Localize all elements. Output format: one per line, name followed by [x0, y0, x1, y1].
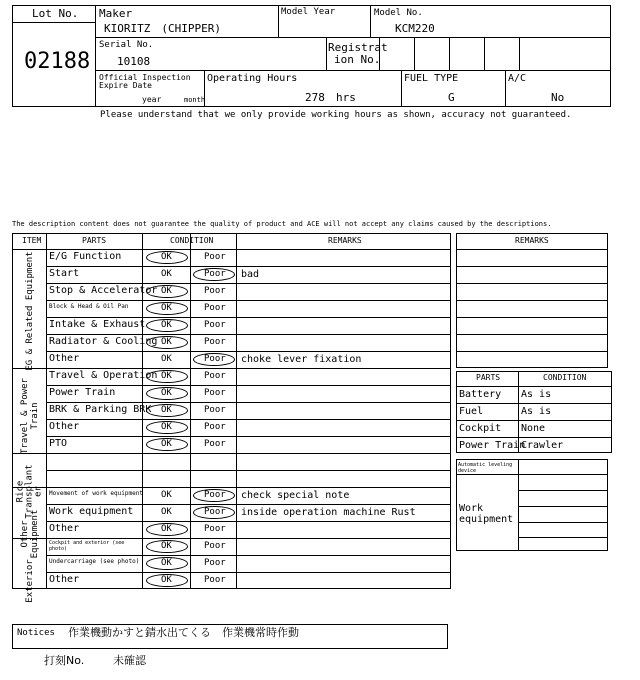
- hours-notice: Please understand that we only provide working hours as shown, accuracy not guaranteed.: [100, 110, 572, 120]
- lot-label: Lot No.: [32, 7, 79, 20]
- table-line: [46, 419, 451, 420]
- part-label: Undercarriage (see photo): [49, 558, 140, 565]
- table-line: [456, 437, 612, 438]
- side-part-battery: Battery: [459, 389, 502, 400]
- table-line: [46, 521, 451, 522]
- table-line: [456, 386, 612, 387]
- condition-ok[interactable]: OK: [161, 490, 172, 500]
- work-equipment-label-2: equipment: [459, 514, 514, 525]
- side-condition-battery: As is: [521, 389, 552, 400]
- part-label: Other: [49, 574, 80, 585]
- hours-label: Operating Hours: [207, 73, 298, 84]
- table-line: [456, 266, 608, 267]
- side-part-power-train: Power Train: [459, 440, 526, 451]
- work-equipment-label-1: Work: [459, 503, 484, 514]
- table-line: [46, 266, 451, 267]
- hours-value: 278: [305, 91, 325, 104]
- ac-value: No: [551, 91, 565, 104]
- inspection-label-2: Expire Date: [99, 81, 152, 90]
- selected-condition-oval: [146, 387, 188, 400]
- condition-poor[interactable]: Poor: [204, 575, 226, 585]
- selected-condition-oval: [146, 404, 188, 417]
- condition-ok[interactable]: OK: [161, 303, 172, 313]
- part-label: Intake & Exhaust: [49, 319, 146, 330]
- table-line: [46, 436, 451, 437]
- table-line: [190, 233, 191, 589]
- month-label: month: [184, 96, 206, 104]
- table-line: [46, 555, 451, 556]
- condition-poor[interactable]: Poor: [204, 371, 226, 381]
- table-line: [456, 420, 612, 421]
- table-line: [456, 351, 608, 352]
- notices-label: Notices: [17, 628, 55, 638]
- selected-condition-oval: [193, 268, 235, 281]
- table-line: [46, 317, 451, 318]
- table-line: [46, 572, 451, 573]
- ac-label: A/C: [508, 73, 527, 84]
- condition-poor[interactable]: Poor: [204, 354, 226, 364]
- part-label: Cockpit and exterior (see photo): [49, 540, 125, 552]
- auto-leveling-label: Automatic leveling device: [458, 462, 513, 474]
- condition-ok[interactable]: OK: [161, 405, 172, 415]
- selected-condition-oval: [146, 285, 188, 298]
- table-line: [518, 490, 608, 491]
- side-condition-cockpit: None: [521, 423, 546, 434]
- stamp-label: 打刻No.: [44, 654, 85, 667]
- condition-ok[interactable]: OK: [161, 524, 172, 534]
- remark-text: bad: [241, 269, 260, 280]
- selected-condition-oval: [146, 574, 188, 587]
- table-line: [46, 385, 451, 386]
- table-line: [456, 283, 608, 284]
- remark-text: check special note: [241, 490, 350, 501]
- condition-ok[interactable]: OK: [161, 269, 172, 279]
- part-label: E/G Function: [49, 251, 122, 262]
- selected-condition-oval: [193, 353, 235, 366]
- selected-condition-oval: [146, 302, 188, 315]
- model-no-label: Model No.: [374, 8, 423, 18]
- selected-condition-oval: [146, 370, 188, 383]
- header-remarks-right: REMARKS: [515, 236, 549, 245]
- table-line: [46, 470, 451, 471]
- table-line: [46, 402, 451, 403]
- table-line: [456, 300, 608, 301]
- condition-poor[interactable]: Poor: [204, 541, 226, 551]
- selected-condition-oval: [146, 251, 188, 264]
- maker-value: KIORITZ (CHIPPER): [104, 22, 221, 35]
- part-label: Start: [49, 268, 80, 279]
- condition-ok[interactable]: OK: [161, 575, 172, 585]
- table-line: [518, 506, 608, 507]
- condition-poor[interactable]: Poor: [204, 320, 226, 330]
- selected-condition-oval: [146, 336, 188, 349]
- condition-ok[interactable]: OK: [161, 286, 172, 296]
- part-label: Radiator & Cooling: [49, 336, 158, 347]
- part-label: Travel & Operation: [49, 370, 158, 381]
- hours-unit: hrs: [336, 91, 356, 104]
- condition-poor[interactable]: Poor: [204, 405, 226, 415]
- selected-condition-oval: [193, 506, 235, 519]
- remark-text: choke lever fixation: [241, 354, 362, 365]
- table-line: [46, 283, 451, 284]
- selected-condition-oval: [146, 319, 188, 332]
- part-label: Block & Head & Oil Pan: [49, 303, 129, 310]
- selected-condition-oval: [146, 557, 188, 570]
- registration-label-2: ion No.: [334, 53, 381, 66]
- lot-number: 02188: [24, 49, 91, 74]
- table-line: [518, 537, 608, 538]
- condition-ok[interactable]: OK: [161, 371, 172, 381]
- part-label: Work equipment: [49, 506, 134, 517]
- table-line: [12, 538, 451, 539]
- condition-ok[interactable]: OK: [161, 422, 172, 432]
- table-line: [46, 233, 47, 589]
- side-condition-label: CONDITION: [543, 373, 587, 382]
- table-line: [12, 249, 451, 250]
- table-line: [236, 233, 237, 589]
- table-line: [46, 334, 451, 335]
- table-line: [12, 453, 451, 454]
- group-label-eg: EG & Related Equipment: [25, 251, 35, 371]
- condition-ok[interactable]: OK: [161, 507, 172, 517]
- condition-poor[interactable]: Poor: [204, 490, 226, 500]
- part-label: Other: [49, 353, 80, 364]
- serial-value: 10108: [117, 55, 151, 68]
- condition-poor[interactable]: Poor: [204, 558, 226, 568]
- fuel-type-value: G: [448, 91, 455, 104]
- condition-ok[interactable]: OK: [161, 558, 172, 568]
- fuel-type-label: FUEL TYPE: [404, 73, 459, 84]
- part-label: Other: [49, 523, 80, 534]
- remark-text: inside operation machine Rust: [241, 507, 416, 518]
- part-label: Power Train: [49, 387, 116, 398]
- stamp-value: 未確認: [113, 654, 146, 667]
- table-line: [12, 368, 451, 369]
- condition-ok[interactable]: OK: [161, 388, 172, 398]
- group-label-rice: Rice Transplant er: [15, 464, 44, 519]
- part-label: Movement of work equipment: [49, 490, 143, 497]
- model-year-label: Model Year: [281, 7, 336, 17]
- selected-condition-oval: [146, 421, 188, 434]
- inspection-label-1: Official Inspection: [99, 73, 191, 82]
- table-line: [46, 504, 451, 505]
- group-label-other: Other Equipment: [20, 509, 40, 559]
- side-parts-label: PARTS: [476, 373, 501, 382]
- condition-poor[interactable]: Poor: [204, 252, 226, 262]
- header-remarks: REMARKS: [328, 236, 362, 245]
- table-line: [456, 334, 608, 335]
- side-part-fuel: Fuel: [459, 406, 484, 417]
- condition-ok[interactable]: OK: [161, 541, 172, 551]
- table-line: [456, 249, 608, 250]
- table-line: [456, 403, 612, 404]
- condition-poor[interactable]: Poor: [204, 507, 226, 517]
- maker-label: Maker: [99, 7, 133, 20]
- condition-ok[interactable]: OK: [161, 439, 172, 449]
- condition-ok[interactable]: OK: [161, 354, 172, 364]
- year-label: year: [142, 95, 162, 104]
- condition-poor[interactable]: Poor: [204, 388, 226, 398]
- side-condition-power-train: Crawler: [521, 440, 564, 451]
- selected-condition-oval: [146, 540, 188, 553]
- condition-ok[interactable]: OK: [161, 320, 172, 330]
- part-label: PTO: [49, 438, 68, 449]
- part-label: Stop & Accelerator: [49, 285, 158, 296]
- condition-poor[interactable]: Poor: [204, 439, 226, 449]
- selected-condition-oval: [146, 438, 188, 451]
- selected-condition-oval: [193, 489, 235, 502]
- table-line: [12, 487, 451, 488]
- condition-poor[interactable]: Poor: [204, 303, 226, 313]
- disclaimer: The description content does not guarantee the quality of product and ACE will not accept any claims caused by the descriptions.: [12, 220, 552, 228]
- notices-value: 作業機動かすと錆水出てくる 作業機常時作動: [68, 626, 299, 639]
- side-condition-fuel: As is: [521, 406, 552, 417]
- side-part-cockpit: Cockpit: [459, 423, 502, 434]
- condition-poor[interactable]: Poor: [204, 422, 226, 432]
- condition-poor[interactable]: Poor: [204, 269, 226, 279]
- part-label: BRK & Parking BRK: [49, 404, 152, 415]
- table-line: [456, 317, 608, 318]
- group-label-exterior: Exterior: [25, 559, 35, 603]
- condition-poor[interactable]: Poor: [204, 524, 226, 534]
- condition-ok[interactable]: OK: [161, 252, 172, 262]
- condition-poor[interactable]: Poor: [204, 337, 226, 347]
- header-item: ITEM: [22, 236, 42, 245]
- condition-ok[interactable]: OK: [161, 337, 172, 347]
- table-line: [46, 351, 451, 352]
- part-label: Other: [49, 421, 80, 432]
- header-condition: CONDITION: [170, 236, 214, 245]
- condition-poor[interactable]: Poor: [204, 286, 226, 296]
- table-line: [456, 474, 518, 475]
- table-line: [46, 300, 451, 301]
- model-no-value: KCM220: [395, 22, 435, 35]
- header-parts: PARTS: [82, 236, 107, 245]
- registration-label-1: Registrat: [328, 41, 388, 54]
- serial-label: Serial No.: [99, 40, 154, 50]
- table-line: [518, 474, 608, 475]
- selected-condition-oval: [146, 523, 188, 536]
- table-line: [518, 522, 608, 523]
- group-label-travel: Travel & Power Train: [20, 378, 40, 454]
